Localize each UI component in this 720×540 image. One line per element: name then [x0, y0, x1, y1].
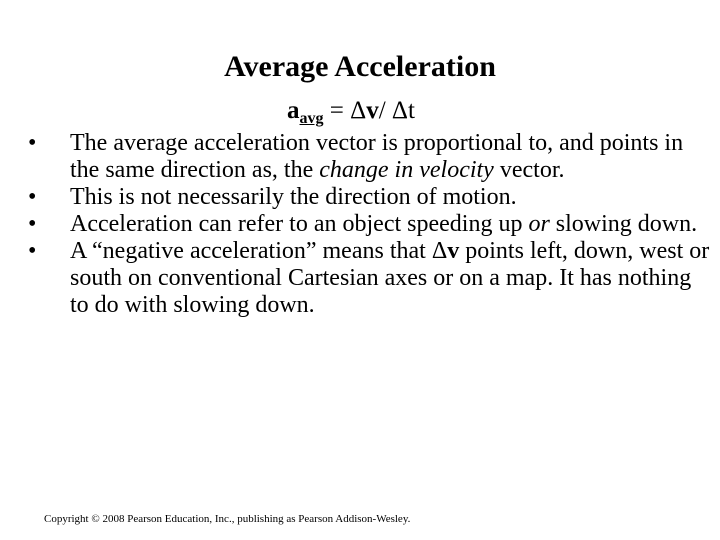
formula-t: t [407, 97, 415, 124]
bullet-item [28, 238, 714, 319]
formula-subscript: avg [299, 110, 324, 127]
formula-equals: = [323, 97, 351, 124]
bullet-glyph: • [28, 184, 37, 210]
bullet-text: This is not necessarily the direction of motion. [70, 184, 517, 210]
formula-delta-t: Δ [391, 97, 408, 124]
bullet-text: Acceleration can refer to an object speeding up [70, 211, 529, 237]
formula-v: v [366, 97, 379, 124]
bullet-list [28, 130, 714, 319]
bullet-item [28, 211, 714, 238]
slide-title-text: Average Acceleration [224, 50, 496, 83]
bullet-text: A “negative acceleration” means that [70, 238, 432, 264]
bullet-glyph: • [28, 130, 37, 156]
formula-delta-v: Δ [350, 97, 367, 124]
bullet-item [28, 184, 714, 211]
bullet-glyph: • [28, 238, 37, 264]
slide-title [0, 47, 720, 87]
bullet-emphasis: or [528, 211, 550, 237]
bullet-text: vector. [493, 157, 565, 183]
bullet-text: points left, down, west or south on conventional Cartesian axes or on a map. It has nothing to do with slowing down. [70, 238, 710, 318]
formula-a: a [287, 97, 300, 124]
bullet-emphasis: change in velocity [319, 157, 494, 183]
delta-symbol: Δ [431, 238, 448, 264]
bullet-item [28, 130, 714, 184]
bullet-glyph: • [28, 211, 37, 237]
bullet-text: The average acceleration vector is proportional to, and points in the same direction as, the [70, 130, 684, 183]
copyright-footer: Copyright © 2008 Pearson Education, Inc., publishing as Pearson Addison-Wesley. [44, 513, 411, 525]
bullet-bold-v: v [447, 238, 460, 264]
bullet-text: slowing down. [549, 211, 698, 237]
formula-slash: / [378, 97, 392, 124]
formula [287, 96, 415, 129]
